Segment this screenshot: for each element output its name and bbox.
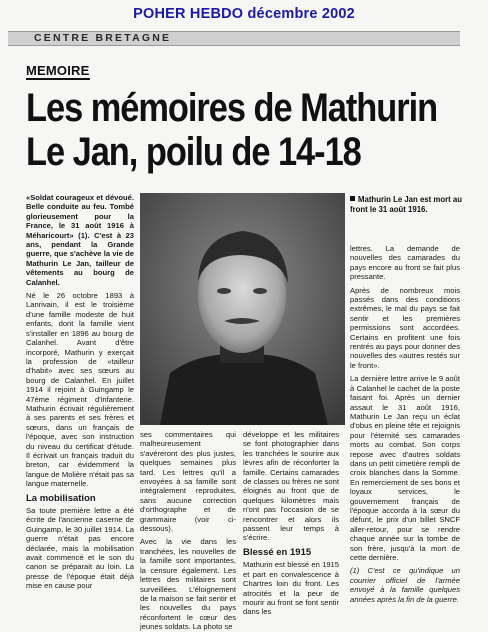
footnote: (1) C'est ce qu'indique un courrier officiel de l'armée envoyé à la famille quelques années après la fin de la guerre. xyxy=(350,566,460,604)
paragraph: développe et les militaires se font photographier dans les tranchées le sourire aux lèvres afin de réconforter la famille. Certains camarades de classes ou frères ne sont éloignés au front que de quelques kilomètres mais n'ont pas l'occasion de se rencontrer et alors ils passent leur temps à s'écrire. xyxy=(243,430,339,543)
caption-square-icon xyxy=(350,196,355,201)
lead-paragraph: «Soldat courageux et dévoué. Belle conduite au feu. Tombé glorieusement pour la France, le 31 août 1916 à Méharicourt» (1). C'est à 23 ans, pendant la Grande guerre, que s'achève la vie de Mathurin Le Jan, tailleur de vêtements au bourg de Calanhel. xyxy=(26,193,134,287)
subhead-mobilisation: La mobilisation xyxy=(26,492,96,504)
headline-line-1: Les mémoires de Mathurin xyxy=(26,86,438,130)
photo-caption xyxy=(350,195,465,214)
paragraph: lettres. La demande de nouvelles des camarades du pays encore au front se fait plus pressante. xyxy=(350,244,460,282)
column-1 xyxy=(26,193,134,598)
section-band xyxy=(8,31,460,46)
paragraph: La dernière lettre arrive le 9 août à Calanhel le cachet de la poste faisant foi. Après un dernier assaut le 31 août 1916, Mathurin Le Jan reçu un éclat d'obus en pleine tête et rejoignis pour l'éternité ses camarades morts au combat. Son corps repose avec d'autres soldats dans un petit cimetière rempli de croix blanches dans la Somme. En remerciement de ses bons et loyaux services, le gouvernement français de l'époque accorda à la sœur du défunt, le prix d'un billet SNCF aller-retour, pour se rendre chaque année sur la tombe de son frère, jusqu'à la mort de cette dernière. xyxy=(350,374,460,562)
subhead-blesse: Blessé en 1915 xyxy=(243,546,312,558)
portrait-image xyxy=(140,193,345,425)
column-2 xyxy=(140,430,236,632)
column-4 xyxy=(350,244,460,604)
paragraph: ses commentaires qui malheureusement s'avéreront des plus justes, quelques semaines plus tard. Les lettres qu'il a envoyées à sa famille sont intégralement reproduites, sans aucune correction d'orthographe et de grammaire (voir ci-dessous). xyxy=(140,430,236,534)
section-label: CENTRE BRETAGNE xyxy=(34,32,172,44)
caption-text: Mathurin Le Jan est mort au front le 31 août 1916. xyxy=(350,195,462,214)
column-3 xyxy=(243,430,339,617)
paragraph: Né le 26 octobre 1893 à Lanrivain, il est le troisième d'une famille modeste de huit enfants, dont la famille vient s'installer en 1896 au bourg de Calanhel. Avant d'être incorporé, Mathurin y exerçait la profession de «tailleur d'habit» avec ses sœurs au bourg de Calanhel. En juillet 1914 il rejoint à Guingamp le 47ème régiment d'infanterie. Mathurin écrivait régulièrement à ses parents et ses frères et sœurs, dans un français de l'époque, avec son instruction du niveau du certificat d'étude. Il écrivait un français traduit du breton, car évidemment la langue de Molière n'était pas sa langue maternelle. xyxy=(26,291,134,489)
paragraph: Avec la vie dans les tranchées, les nouvelles de la famille sont importantes, la censure également. Les lettres des militaires sont surveillées. L'éloignement de la maison se fait sentir et les nouvelles du pays réconfortent le cœur des jeunes soldats. La photo se xyxy=(140,537,236,632)
paragraph: Mathurin est blessé en 1915 et part en convalescence à Chartres loin du front. Les atrocités et la peur de mourir au front se font sentir dans les xyxy=(243,560,339,617)
headline-line-2: Le Jan, poilu de 14-18 xyxy=(26,130,361,174)
masthead: POHER HEBDO décembre 2002 xyxy=(133,6,355,22)
paragraph: Sa toute première lettre a été écrite de l'ancienne caserne de Guingamp, le 30 juillet 1914. La guerre n'était pas encore déclarée, mais la mobilisation avait commencé et le son du canon se préparait au loin. La presse de l'époque était déjà mise en cause pour xyxy=(26,506,134,591)
paragraph: Après de nombreux mois passés dans des conditions extrêmes, le mal du pays se fait sentir et les premières permissions sont accordées. Certains en profitent une fois rentrés au pays pour donner des nouvelles des «autres restés sur le front». xyxy=(350,285,460,370)
headline xyxy=(26,86,438,174)
rubric: MEMOIRE xyxy=(26,63,90,78)
portrait-photo xyxy=(140,193,345,425)
